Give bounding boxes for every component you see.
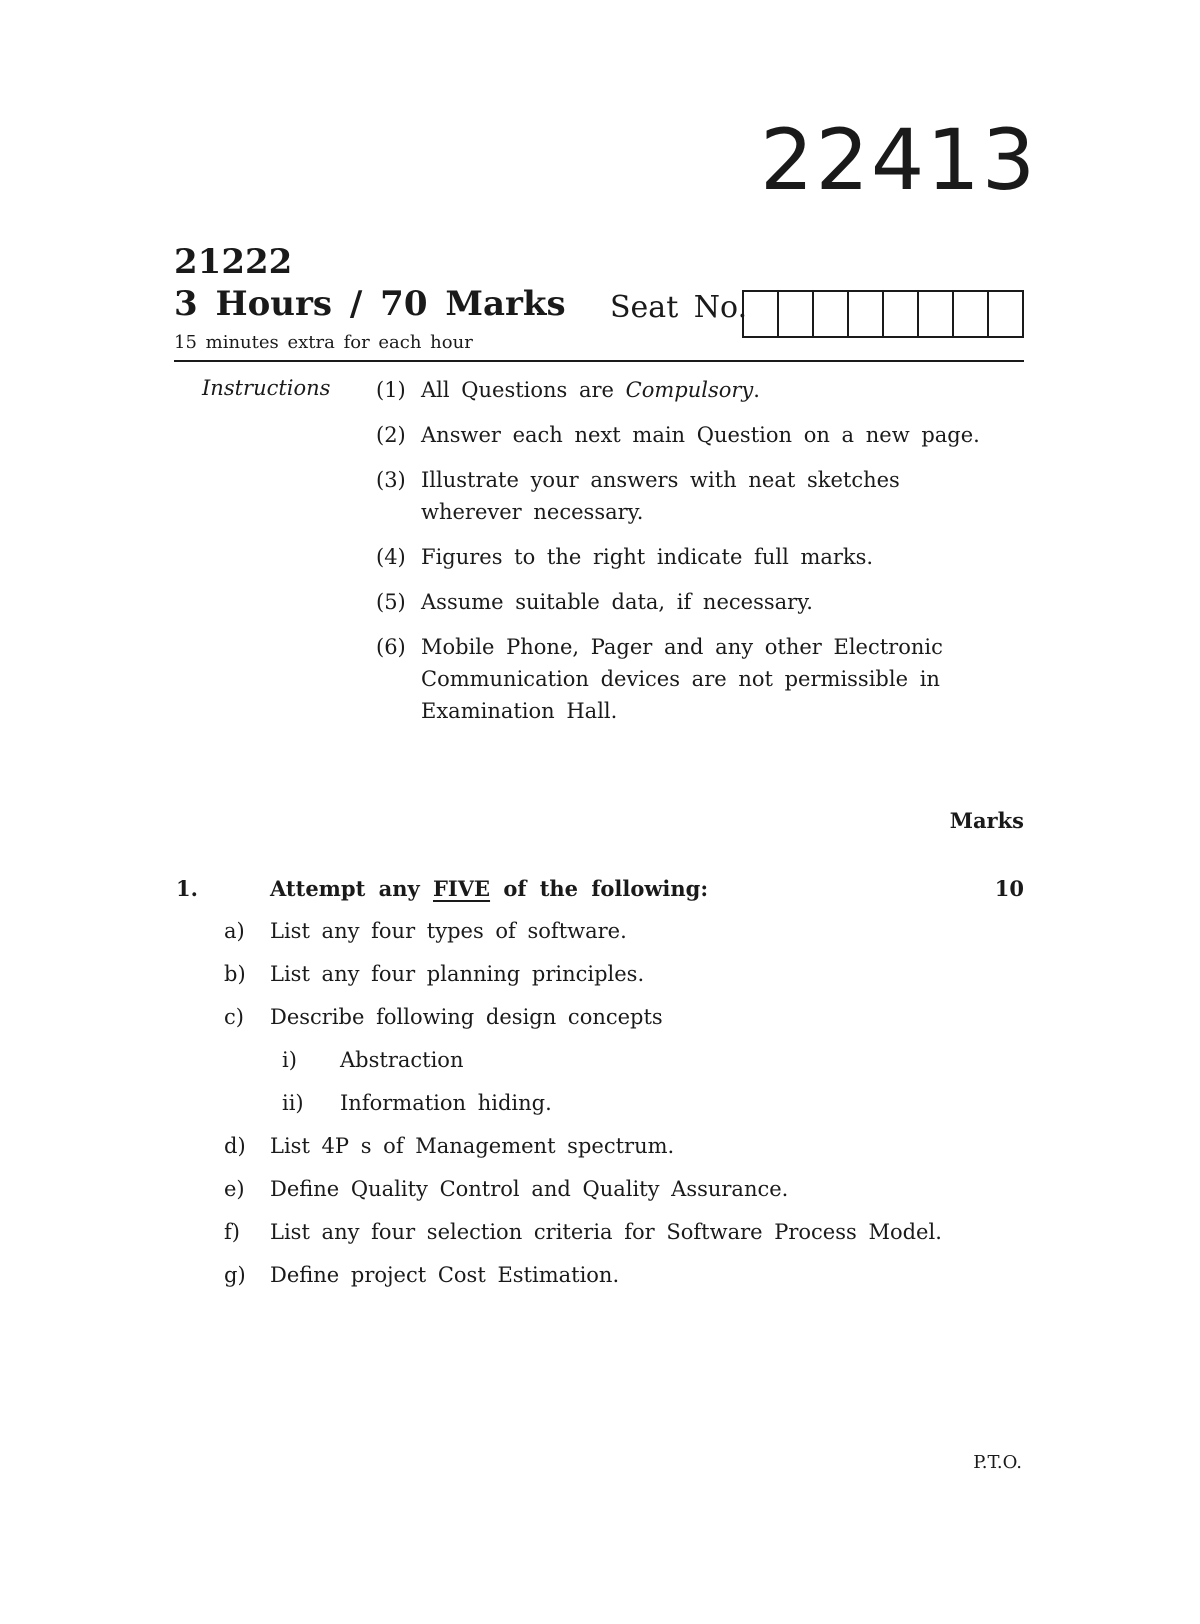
instructions-list: [376, 374, 996, 740]
instruction-item: [376, 464, 996, 528]
list-item: [224, 1131, 942, 1174]
seat-box: [814, 290, 849, 338]
part-label: e): [224, 1177, 245, 1201]
question-parts: [224, 916, 942, 1303]
part-text: Information hiding.: [340, 1091, 552, 1115]
part-text: List any four types of software.: [270, 919, 627, 943]
seat-box: [849, 290, 884, 338]
list-item: [224, 916, 942, 959]
instruction-item: [376, 631, 996, 727]
part-text: Abstraction: [340, 1048, 464, 1072]
header-divider: [174, 360, 1024, 362]
part-label: b): [224, 962, 246, 986]
part-label: ii): [282, 1091, 304, 1115]
part-text: List any four planning principles.: [270, 962, 645, 986]
part-text: List 4P s of Management spectrum.: [270, 1134, 675, 1158]
instruction-number: (2): [376, 423, 406, 447]
part-label: d): [224, 1134, 246, 1158]
instruction-item: [376, 419, 996, 451]
part-text: Define project Cost Estimation.: [270, 1263, 620, 1287]
part-text: List any four selection criteria for Software Process Model.: [270, 1220, 942, 1244]
seat-box: [954, 290, 989, 338]
instruction-text: Assume suitable data, if necessary.: [421, 590, 813, 614]
seat-box: [744, 290, 779, 338]
question-heading: Attempt any FIVE of the following:: [270, 876, 709, 901]
seat-number-boxes: [742, 290, 1024, 338]
list-item: [224, 1217, 942, 1260]
part-label: f): [224, 1220, 240, 1244]
instruction-item: [376, 541, 996, 573]
instruction-text: Answer each next main Question on a new page.: [421, 423, 980, 447]
seat-number-label: Seat No.: [610, 290, 748, 325]
instruction-number: (5): [376, 590, 406, 614]
duration-marks: 3 Hours / 70 Marks: [174, 284, 566, 324]
list-item: [224, 1002, 942, 1045]
instruction-text: Illustrate your answers with neat sketches wherever necessary.: [421, 468, 900, 524]
list-item: [224, 1045, 942, 1088]
instruction-item: [376, 374, 996, 406]
part-text: Describe following design concepts: [270, 1005, 663, 1029]
marks-column-header: Marks: [949, 808, 1024, 833]
instructions-label: Instructions: [202, 376, 331, 400]
seat-box: [884, 290, 919, 338]
question-number: 1.: [176, 876, 198, 901]
list-item: [224, 959, 942, 1002]
pto-footer: P.T.O.: [973, 1452, 1022, 1473]
part-label: i): [282, 1048, 297, 1072]
instruction-number: (1): [376, 378, 406, 402]
instruction-number: (4): [376, 545, 406, 569]
instruction-text: All Questions are Compulsory.: [421, 378, 760, 402]
seat-box: [919, 290, 954, 338]
list-item: [224, 1260, 942, 1303]
part-label: g): [224, 1263, 246, 1287]
list-item: [224, 1174, 942, 1217]
instruction-number: (3): [376, 468, 406, 492]
seat-box: [779, 290, 814, 338]
instruction-text: Figures to the right indicate full marks.: [421, 545, 874, 569]
seat-box: [989, 290, 1024, 338]
extra-time-note: 15 minutes extra for each hour: [174, 332, 473, 353]
list-item: [224, 1088, 942, 1131]
part-text: Define Quality Control and Quality Assurance.: [270, 1177, 789, 1201]
paper-code: 21222: [174, 242, 293, 282]
instruction-text: Mobile Phone, Pager and any other Electronic Communication devices are not permissible in Examination Hall.: [421, 635, 943, 723]
instruction-number: (6): [376, 635, 406, 659]
subject-code: 22413: [760, 111, 1038, 209]
question-marks: 10: [994, 876, 1024, 901]
part-label: a): [224, 919, 245, 943]
part-label: c): [224, 1005, 244, 1029]
instruction-item: [376, 586, 996, 618]
